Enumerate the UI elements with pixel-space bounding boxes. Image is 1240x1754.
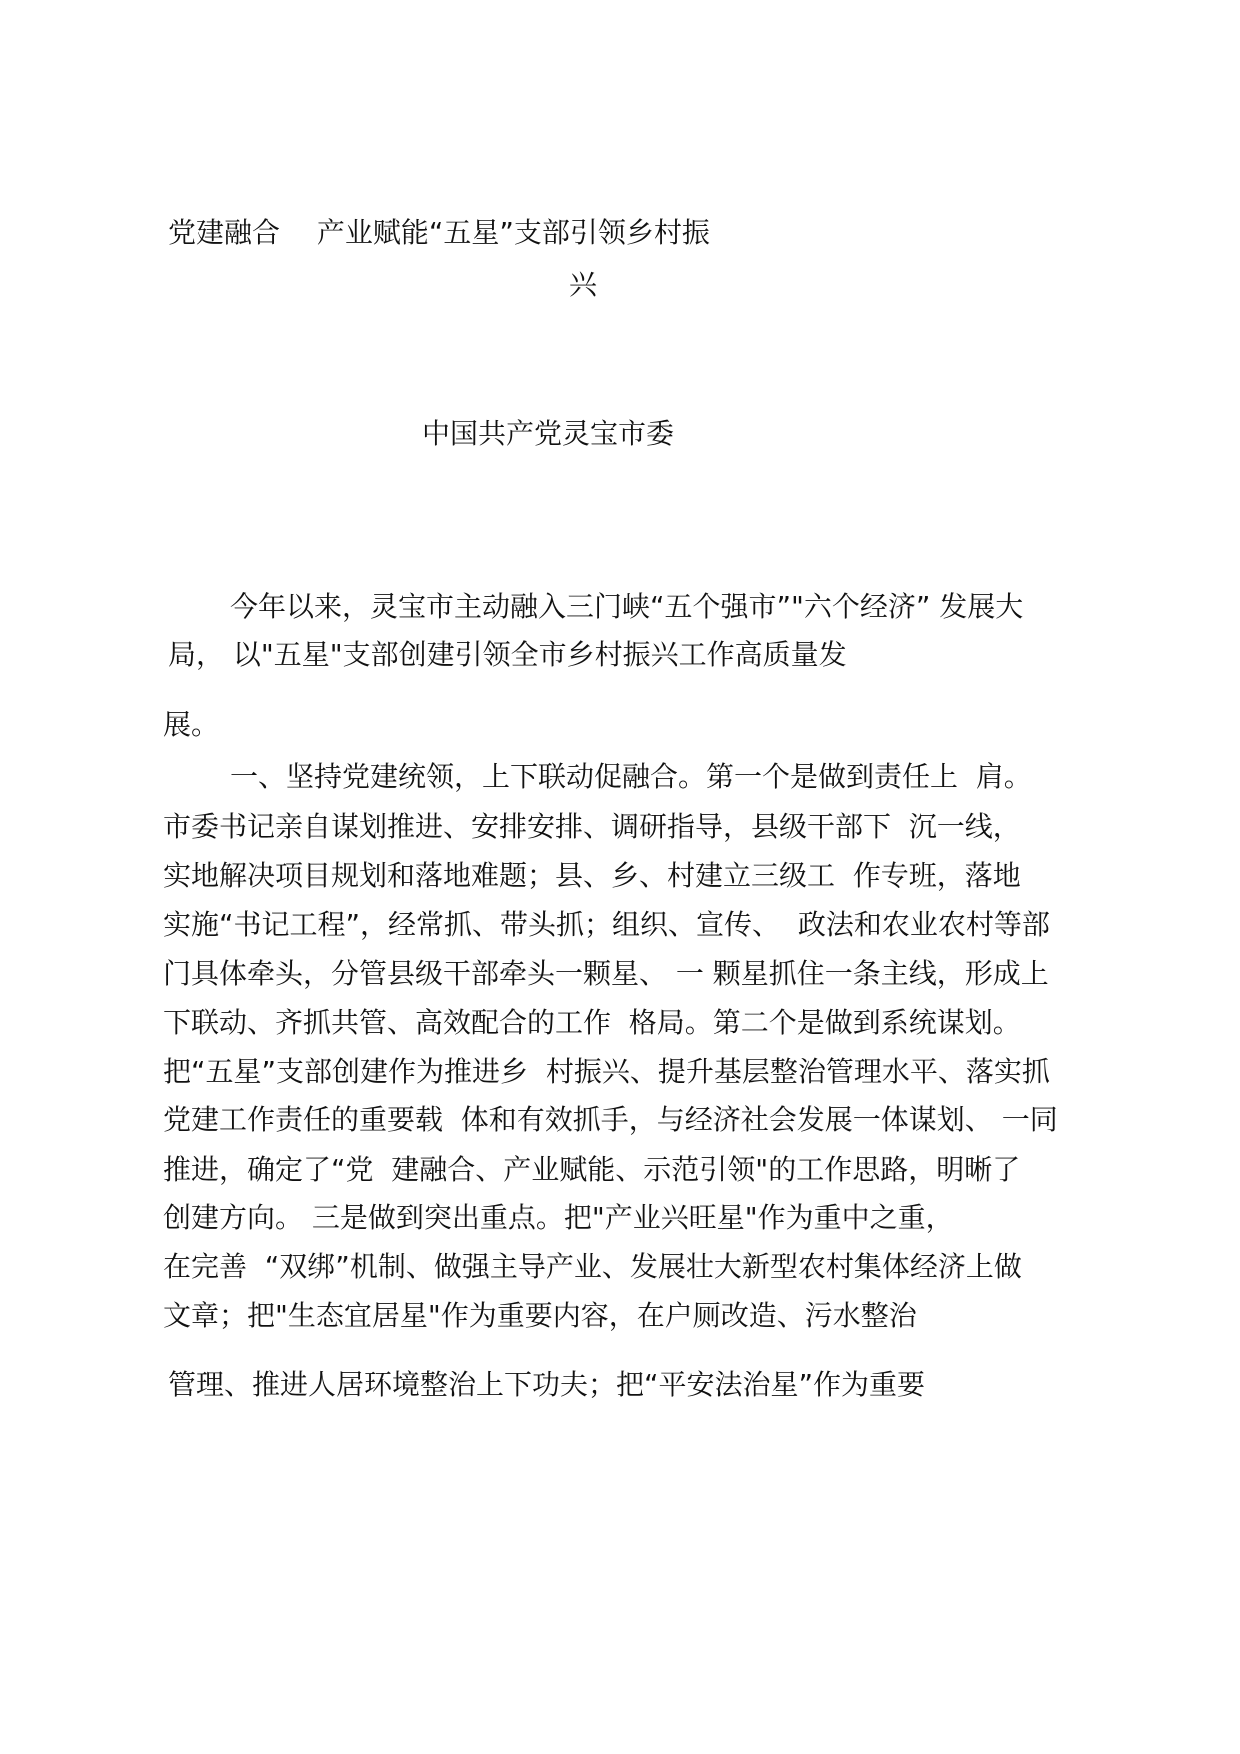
paragraph-line: 今年以来，灵宝市主动融入三门峡“五个强市”"六个经济” 发展大: [230, 590, 1024, 623]
document-title-line: 党建融合 产业赋能“五星”支部引领乡村振: [168, 216, 710, 249]
paragraph-line: 下联动、齐抓共管、高效配合的工作 格局。第二个是做到系统谋划。: [163, 1006, 1021, 1039]
paragraph-line: 实地解决项目规划和落地难题；县、乡、村建立三级工 作专班，落地: [163, 859, 1021, 892]
paragraph-line: 文章；把"生态宜居星"作为重要内容，在户厕改造、污水整治: [163, 1299, 917, 1332]
paragraph-line: 推进，确定了“党 建融合、产业赋能、示范引领"的工作思路，明晰了: [163, 1153, 1021, 1186]
paragraph-line: 市委书记亲自谋划推进、安排安排、调研指导，县级干部下 沉一线，: [163, 810, 1021, 843]
paragraph-line: 门具体牵头，分管县级干部牵头一颗星、 一 颗星抓住一条主线，形成上: [163, 957, 1049, 990]
paragraph-line: 创建方向。 三是做到突出重点。把"产业兴旺星"作为重中之重，: [163, 1201, 954, 1234]
paragraph-line: 管理、推进人居环境整治上下功夫；把“平安法治星”作为重要: [168, 1368, 926, 1401]
paragraph-line: 展。: [163, 708, 220, 741]
paragraph-line: 把“五星”支部创建作为推进乡 村振兴、提升基层整治管理水平、落实抓: [163, 1055, 1050, 1088]
document-author: 中国共产党灵宝市委: [422, 417, 675, 450]
document-title-line: 兴: [569, 268, 598, 301]
paragraph-line: 党建工作责任的重要载 体和有效抓手，与经济社会发展一体谋划、 一同: [163, 1103, 1058, 1136]
paragraph-line: 实施“书记工程”，经常抓、带头抓；组织、宣传、 政法和农业农村等部: [163, 908, 1050, 941]
paragraph-line: 一、坚持党建统领，上下联动促融合。第一个是做到责任上 肩。: [230, 760, 1032, 793]
paragraph-line: 局， 以"五星"支部创建引领全市乡村振兴工作高质量发: [168, 638, 847, 671]
paragraph-line: 在完善 “双绑”机制、做强主导产业、发展壮大新型农村集体经济上做: [163, 1250, 1022, 1283]
